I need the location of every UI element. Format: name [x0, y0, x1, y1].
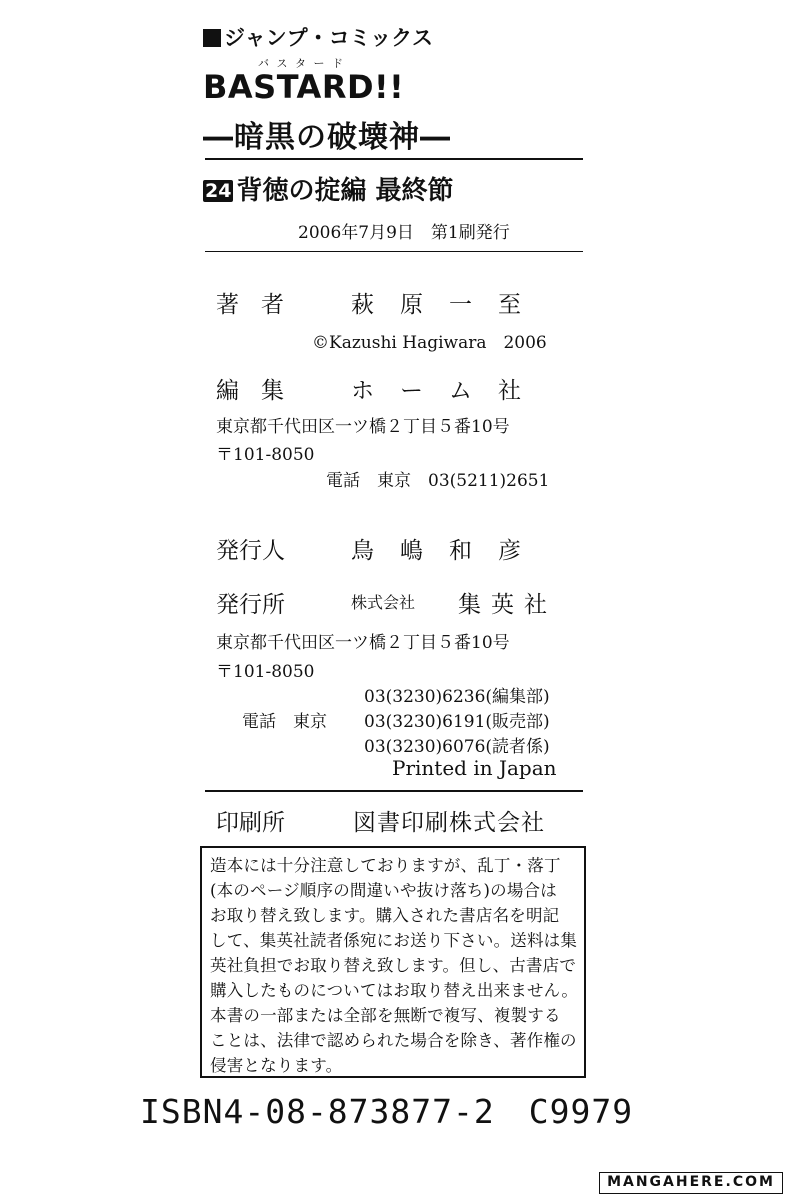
- site-watermark: MANGAHERE.COM: [599, 1172, 783, 1194]
- publisher-label: 発行所: [216, 592, 285, 618]
- title-ruby: バ ス タ ー ド: [258, 57, 345, 70]
- printer-divider: [205, 790, 583, 792]
- notice-line: して、集英社読者係宛にお送り下さい。送料は集: [210, 931, 578, 950]
- volume-title: 背徳の掟編 最終節: [236, 176, 454, 206]
- date-divider: [205, 251, 583, 252]
- publisher-phone-editorial: 03(3230)6236(編集部): [364, 687, 550, 707]
- publication-date: 2006年7月9日 第1刷発行: [298, 223, 510, 243]
- volume-number-badge: 24: [205, 180, 232, 202]
- notice-line: 本書の一部または全部を無断で複写、複製する: [210, 1006, 561, 1025]
- isbn: ISBN4-08-873877-2 C9979: [140, 1092, 634, 1131]
- issuer-label: 発行人: [216, 538, 285, 564]
- notice-line: 造本には十分注意しておりますが、乱丁・落丁: [210, 856, 561, 875]
- series-label: [203, 22, 433, 52]
- notice-line: 侵害となります。: [210, 1056, 343, 1075]
- publisher-phone-readers: 03(3230)6076(読者係): [364, 737, 550, 757]
- notice-box: [200, 846, 586, 1078]
- notice-line: 英社負担でお取り替え致します。但し、古書店で: [210, 956, 577, 975]
- publisher-phone-sales: 03(3230)6191(販売部): [364, 712, 550, 732]
- notice-line: ことは、法律で認められた場合を除き、著作権の: [210, 1031, 577, 1050]
- editor-address: 東京都千代田区一ツ橋２丁目５番10号: [216, 417, 510, 437]
- publisher-phone-label: 電話 東京: [242, 712, 327, 732]
- publisher-name: 集英社: [458, 592, 557, 618]
- editor-postal: 〒101-8050: [216, 445, 315, 465]
- publisher-postal: 〒101-8050: [216, 662, 315, 682]
- notice-line: (本のページ順序の間違いや抜け落ち)の場合は: [210, 881, 557, 900]
- notice-line: お取り替え致します。購入された書店名を明記: [210, 906, 560, 925]
- header-divider: [205, 158, 583, 160]
- printer-label: 印刷所: [216, 810, 285, 836]
- author-copyright: ©Kazushi Hagiwara 2006: [312, 333, 547, 353]
- author-name: 萩原一至: [351, 292, 547, 318]
- series-text: ジャンプ・コミックス: [224, 26, 433, 50]
- issuer-name: 鳥嶋和彦: [351, 538, 547, 564]
- author-label: 著者: [216, 292, 306, 318]
- publisher-prefix: 株式会社: [351, 593, 416, 612]
- editor-phone: 電話 東京 03(5211)2651: [326, 471, 550, 491]
- book-subtitle: ―暗黒の破壊神―: [203, 120, 451, 155]
- book-title: BASTARD!!: [203, 68, 405, 106]
- publisher-address: 東京都千代田区一ツ橋２丁目５番10号: [216, 633, 510, 653]
- editor-label: 編集: [216, 378, 306, 404]
- square-bullet-icon: [203, 29, 221, 47]
- printer-name: 図書印刷株式会社: [353, 810, 545, 836]
- volume-heading: [203, 170, 454, 207]
- notice-line: 購入したものについてはお取り替え出来ません。: [210, 981, 579, 1000]
- editor-name: ホーム社: [351, 378, 547, 404]
- printed-in: Printed in Japan: [392, 756, 557, 780]
